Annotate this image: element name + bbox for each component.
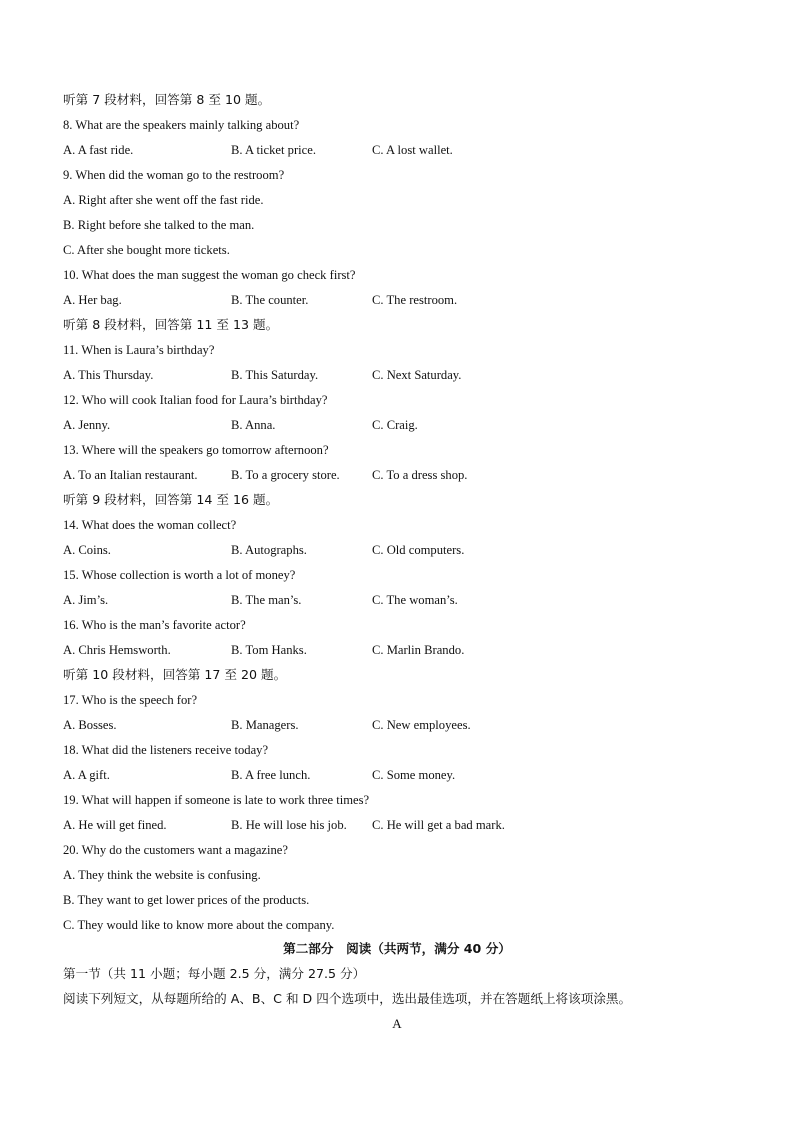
- answer-option: C. Old computers.: [372, 543, 465, 557]
- passage-label: A: [392, 1016, 402, 1031]
- answer-option: A. Her bag.: [63, 293, 122, 307]
- answer-option: C. He will get a bad mark.: [372, 818, 505, 832]
- question-line: 9. When did the woman go to the restroom?: [63, 168, 285, 182]
- answer-option: C. Marlin Brando.: [372, 643, 465, 657]
- answer-option: A. A fast ride.: [63, 143, 134, 157]
- answer-option: A. Coins.: [63, 543, 111, 557]
- answer-option: A. Bosses.: [63, 718, 117, 732]
- question-line: 11. When is Laura’s birthday?: [63, 343, 215, 357]
- question-line: 12. Who will cook Italian food for Laura’s birthday?: [63, 393, 328, 407]
- answer-option: A. To an Italian restaurant.: [63, 468, 198, 482]
- answer-option: A. Jenny.: [63, 418, 111, 432]
- question-line: 15. Whose collection is worth a lot of money?: [63, 568, 296, 582]
- question-line: C. They would like to know more about the company.: [63, 918, 335, 932]
- question-line: A. They think the website is confusing.: [63, 868, 261, 882]
- question-line: 20. Why do the customers want a magazine?: [63, 843, 288, 857]
- answer-option: B. The man’s.: [231, 593, 302, 607]
- question-line: 13. Where will the speakers go tomorrow afternoon?: [63, 443, 329, 457]
- question-line: B. They want to get lower prices of the products.: [63, 893, 310, 907]
- answer-option: B. A ticket price.: [231, 143, 316, 157]
- question-line: B. Right before she talked to the man.: [63, 218, 255, 232]
- answer-option: B. He will lose his job.: [231, 818, 347, 832]
- answer-option: A. Chris Hemsworth.: [63, 643, 171, 657]
- answer-option: A. Jim’s.: [63, 593, 109, 607]
- question-line: 16. Who is the man’s favorite actor?: [63, 618, 246, 632]
- section-instruction: 听第 7 段材料，回答第 8 至 10 题。: [63, 92, 271, 107]
- answer-option: C. A lost wallet.: [372, 143, 453, 157]
- question-line: 14. What does the woman collect?: [63, 518, 237, 532]
- question-line: A. Right after she went off the fast ride.: [63, 193, 264, 207]
- question-line: 19. What will happen if someone is late to work three times?: [63, 793, 370, 807]
- answer-option: B. This Saturday.: [231, 368, 319, 382]
- question-line: 18. What did the listeners receive today?: [63, 743, 269, 757]
- answer-option: A. This Thursday.: [63, 368, 154, 382]
- answer-option: C. Some money.: [372, 768, 456, 782]
- question-line: 8. What are the speakers mainly talking about?: [63, 118, 300, 132]
- answer-option: C. Craig.: [372, 418, 418, 432]
- question-line: C. After she bought more tickets.: [63, 243, 230, 257]
- answer-option: A. He will get fined.: [63, 818, 167, 832]
- answer-option: A. A gift.: [63, 768, 110, 782]
- subsection-heading: 第一节（共 11 小题；每小题 2.5 分，满分 27.5 分）: [63, 966, 366, 981]
- answer-option: B. A free lunch.: [231, 768, 311, 782]
- section-instruction: 听第 9 段材料，回答第 14 至 16 题。: [63, 492, 279, 507]
- answer-option: B. The counter.: [231, 293, 309, 307]
- answer-option: B. Managers.: [231, 718, 299, 732]
- answer-option: C. The restroom.: [372, 293, 458, 307]
- section-title: 第二部分 阅读（共两节，满分 40 分）: [283, 941, 511, 956]
- answer-option: C. New employees.: [372, 718, 471, 732]
- answer-option: B. Tom Hanks.: [231, 643, 307, 657]
- section-instruction: 听第 8 段材料，回答第 11 至 13 题。: [63, 317, 279, 332]
- reading-instruction: 阅读下列短文，从每题所给的 A、B、C 和 D 四个选项中，选出最佳选项，并在答题纸上将该项涂黑。: [63, 991, 632, 1006]
- answer-option: B. Autographs.: [231, 543, 307, 557]
- answer-option: C. The woman’s.: [372, 593, 458, 607]
- answer-option: B. To a grocery store.: [231, 468, 340, 482]
- question-line: 17. Who is the speech for?: [63, 693, 198, 707]
- answer-option: C. Next Saturday.: [372, 368, 462, 382]
- section-instruction: 听第 10 段材料，回答第 17 至 20 题。: [63, 667, 287, 682]
- answer-option: B. Anna.: [231, 418, 276, 432]
- answer-option: C. To a dress shop.: [372, 468, 468, 482]
- question-line: 10. What does the man suggest the woman go check first?: [63, 268, 356, 282]
